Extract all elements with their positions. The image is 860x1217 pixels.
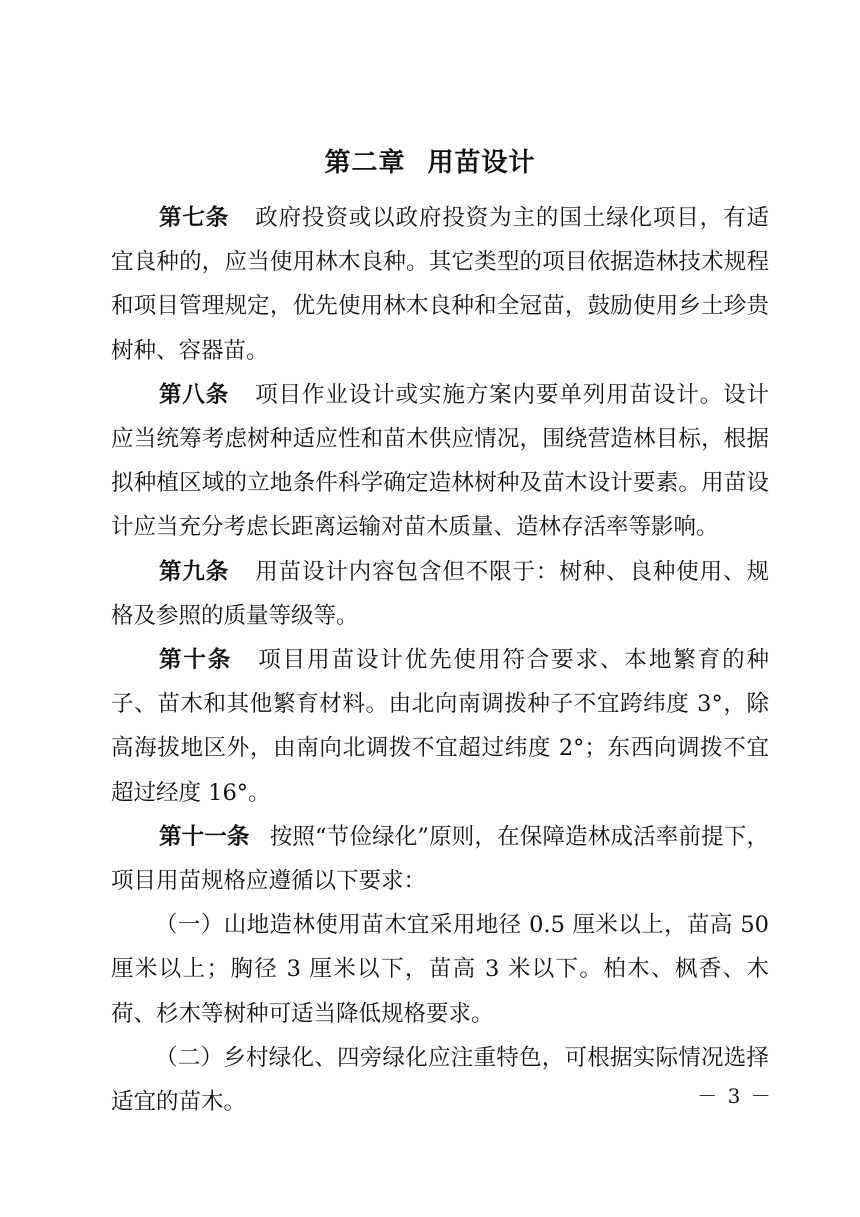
sub-item-text: （二）乡村绿化、四旁绿化应注重特色，可根据实际情况选择适宜的苗木。: [111, 1044, 769, 1116]
article-label: 第七条: [159, 205, 230, 231]
chapter-title: [0, 142, 860, 179]
document-body: [111, 196, 769, 1124]
sub-item-2: [111, 1036, 769, 1124]
article-10: [111, 638, 769, 815]
sub-item-1: [111, 903, 769, 1036]
article-text: 按照“节俭绿化”原则，在保障造林成活率前提下，项目用苗规格应遵循以下要求：: [111, 823, 769, 895]
article-8: [111, 373, 769, 550]
article-label: 第九条: [159, 558, 230, 585]
sub-item-text: （一）山地造林使用苗木宜采用地径 0.5 厘米以上，苗高 50 厘米以上；胸径 3 厘米以下，苗高 3 米以下。柏木、枫香、木荷、杉木等树种可适当降低规格要求。: [111, 912, 769, 1027]
chapter-number: 第二章: [324, 148, 406, 178]
article-text: 用苗设计内容包含但不限于：树种、良种使用、规格及参照的质量等级等。: [111, 558, 769, 629]
article-text: 项目用苗设计优先使用符合要求、本地繁育的种子、苗木和其他繁育材料。由北向南调拨种子不宜跨纬度 3°，除高海拔地区外，由南向北调拨不宜超过纬度 2°；东西向调拨不宜超过经度 16°。: [111, 647, 769, 806]
article-text: 项目作业设计或实施方案内要单列用苗设计。设计应当统筹考虑树种适应性和苗木供应情况，围绕营造林目标，根据拟种植区域的立地条件科学确定造林树种及苗木设计要素。用苗设计应当充分考虑长距离运输对苗木质量、造林存活率等影响。: [111, 381, 769, 541]
article-text: 政府投资或以政府投资为主的国土绿化项目，有适宜良种的，应当使用林木良种。其它类型的项目依据造林技术规程和项目管理规定，优先使用林木良种和全冠苗，鼓励使用乡土珍贵树种、容器苗。: [111, 205, 769, 364]
page-number: － 3 －: [697, 1084, 773, 1108]
article-label: 第八条: [159, 381, 230, 408]
chapter-name: 用苗设计: [427, 148, 536, 178]
article-label: 第十条: [159, 647, 233, 674]
article-label: 第十一条: [159, 823, 250, 850]
article-9: [111, 550, 769, 638]
article-7: [111, 196, 769, 373]
article-11: [111, 815, 769, 903]
